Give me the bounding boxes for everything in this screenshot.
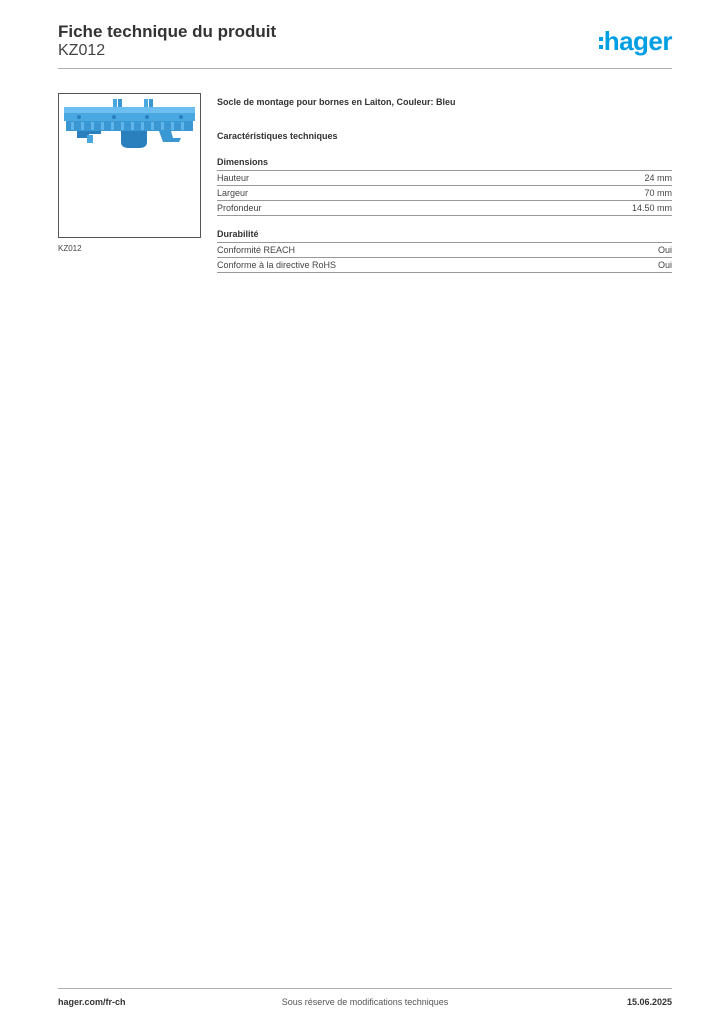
spec-label: Conformité REACH <box>217 245 296 255</box>
spec-value: 70 mm <box>644 188 672 198</box>
logo-colon-icon <box>599 37 603 49</box>
spec-value: 24 mm <box>644 173 672 183</box>
technical-characteristics-title: Caractéristiques techniques <box>217 131 338 141</box>
spec-label: Largeur <box>217 188 249 198</box>
logo-text: hager <box>603 26 672 56</box>
document-title: Fiche technique du produit <box>58 22 277 41</box>
hager-logo <box>599 26 672 56</box>
product-details <box>217 96 672 273</box>
product-code-heading: KZ012 <box>58 42 106 59</box>
spec-row-reach <box>217 243 672 258</box>
spec-value: Oui <box>657 260 672 270</box>
product-description: Socle de montage pour bornes en Laiton, Couleur: Bleu <box>217 97 456 107</box>
mounting-base-product-image <box>59 94 200 237</box>
spec-group-title-durabilite: Durabilité <box>217 228 672 243</box>
spec-row-rohs <box>217 258 672 273</box>
footer-disclaimer: Sous réserve de modifications techniques <box>281 997 449 1007</box>
spec-label: Hauteur <box>217 173 250 183</box>
footer-divider <box>58 988 672 989</box>
footer-website-link[interactable]: hager.com/fr-ch <box>58 997 126 1007</box>
document-footer <box>58 997 672 1011</box>
document-header <box>58 20 672 68</box>
spec-row-largeur <box>217 186 672 201</box>
footer-date: 15.06.2025 <box>626 997 672 1007</box>
spec-label: Conforme à la directive RoHS <box>217 260 337 270</box>
spec-row-profondeur <box>217 201 672 216</box>
product-image-frame <box>58 93 201 238</box>
spec-group-title-dimensions: Dimensions <box>217 156 672 171</box>
spec-row-hauteur <box>217 171 672 186</box>
spec-value: 14.50 mm <box>631 203 672 213</box>
product-image-caption: KZ012 <box>58 244 82 253</box>
spec-value: Oui <box>657 245 672 255</box>
spec-label: Profondeur <box>217 203 262 213</box>
header-divider <box>58 68 672 69</box>
